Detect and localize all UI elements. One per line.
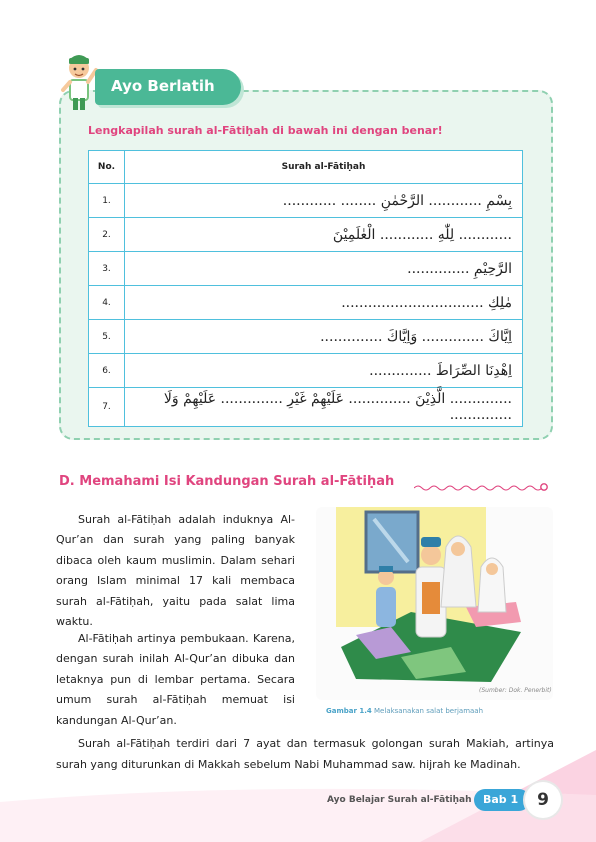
row-number: 2. <box>89 218 125 252</box>
row-arabic[interactable]: .............. الَّذِيْنَ .............. عَلَيْهِمْ غَيْرِ .............. عَلَيْهِمْ وَلَا .............. <box>125 388 523 427</box>
footer-book-title: Ayo Belajar Surah al-Fātiḥah <box>327 795 472 805</box>
exercise-table <box>88 150 523 427</box>
section-heading: D. Memahami Isi Kandungan Surah al-Fātiḥah <box>59 474 395 489</box>
row-number: 7. <box>89 388 125 427</box>
row-number: 5. <box>89 320 125 354</box>
figure-caption-text: Melaksanakan salat berjamaah <box>371 707 484 715</box>
row-number: 6. <box>89 354 125 388</box>
chapter-badge: Bab 1 <box>474 789 530 811</box>
table-row <box>89 320 523 354</box>
heading-wave-decoration <box>414 480 549 494</box>
row-number: 4. <box>89 286 125 320</box>
body-paragraph-1: Surah al-Fātiḥah adalah induknya Al-Qur’an dan surah yang paling banyak dibaca oleh kaum muslimin. Dalam sehari orang Islam minimal 17 kali membaca surah al-Fātiḥah, yaitu pada salat lima waktu. <box>56 513 295 629</box>
table-header-row <box>89 151 523 184</box>
header-no: No. <box>89 151 125 184</box>
figure-label: Gambar 1.4 <box>326 707 372 715</box>
body-paragraph-3: Surah al-Fātiḥah terdiri dari 7 ayat dan termasuk golongan surah Makiah, artinya surah yang diturunkan di Makkah sebelum Nabi Muhammad saw. hijrah ke Madinah. <box>56 737 554 771</box>
table-row <box>89 218 523 252</box>
row-arabic[interactable]: الرَّحِيْمِ .............. <box>125 252 523 286</box>
row-arabic[interactable]: بِسْمِ ............ الرَّحْمٰنِ ........ ............ <box>125 184 523 218</box>
row-arabic[interactable]: مٰلِكِ ................................ <box>125 286 523 320</box>
row-arabic[interactable]: ............ لِلّٰهِ ............ الْعٰلَمِيْنَ <box>125 218 523 252</box>
row-arabic[interactable]: اِهْدِنَا الصِّرَاطَ .............. <box>125 354 523 388</box>
header-surah: Surah al-Fātiḥah <box>125 151 523 184</box>
table-row <box>89 286 523 320</box>
figure-caption <box>326 707 483 715</box>
banner-title: Ayo Berlatih <box>111 77 215 95</box>
mascot-boy-illustration <box>58 50 100 112</box>
row-number: 3. <box>89 252 125 286</box>
table-row <box>89 354 523 388</box>
congregational-prayer-illustration <box>316 507 553 700</box>
page-number: 9 <box>525 782 561 818</box>
exercise-banner <box>95 69 241 105</box>
table-row <box>89 252 523 286</box>
row-number: 1. <box>89 184 125 218</box>
image-source-note: (Sumber: Dok. Penerbit) <box>479 687 552 694</box>
row-arabic[interactable]: اِيَّاكَ .............. وَاِيَّاكَ .............. <box>125 320 523 354</box>
table-row <box>89 184 523 218</box>
body-paragraph-2: Al-Fātiḥah artinya pembukaan. Karena, dengan surah inilah Al-Qur’an dibuka dan letaknya pun di lembar pertama. Secara umum surah al-Fātiḥah memuat isi kandungan Al-Qur’an. <box>56 632 295 727</box>
exercise-instruction: Lengkapilah surah al-Fātiḥah di bawah ini dengan benar! <box>88 124 443 137</box>
table-row <box>89 388 523 427</box>
